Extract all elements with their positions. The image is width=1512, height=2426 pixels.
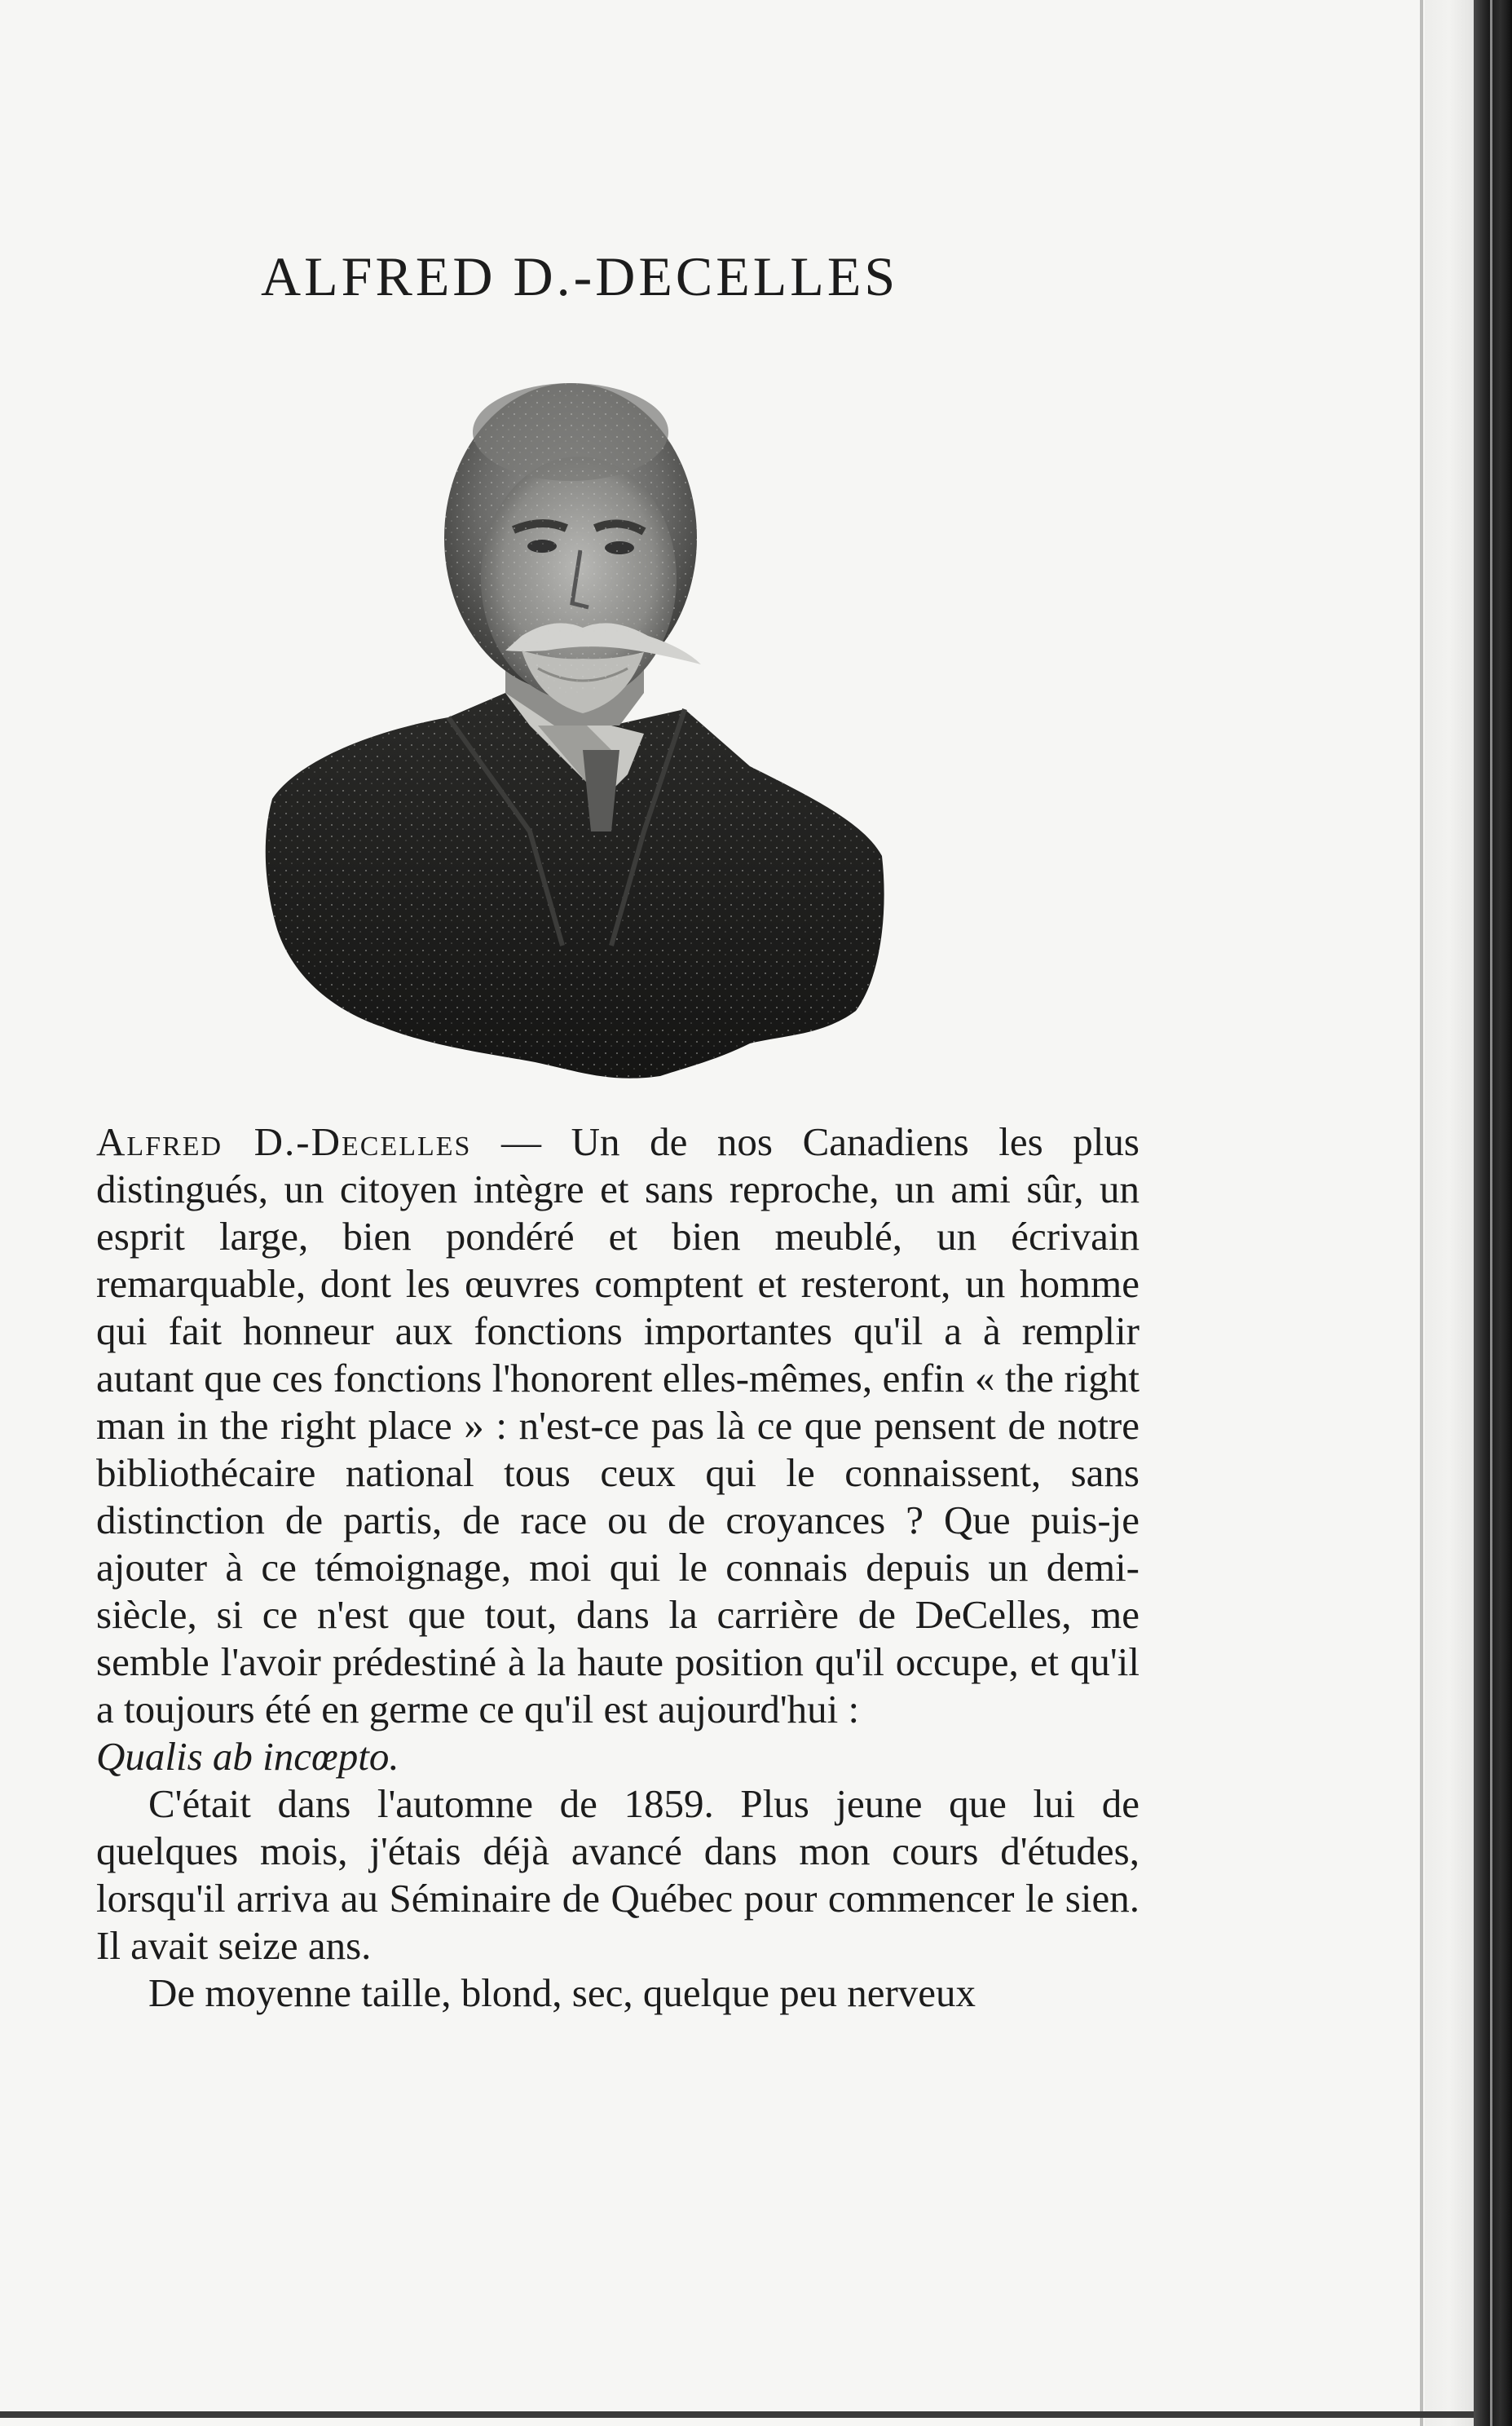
paragraph-2: C'était dans l'automne de 1859. Plus jeune que lui de quelques mois, j'étais déjà avancé dans mon cours d'études, lorsqu'il arriva au Séminaire de Québec pour commencer le sien. Il avait seize ans. — [96, 1781, 1140, 1968]
page-gutter-line — [1420, 0, 1423, 2426]
portrait-image — [261, 342, 962, 1092]
subject-name: Alfred D.-Decelles — [96, 1119, 472, 1164]
latin-motto: Qualis ab incœpto. — [96, 1734, 399, 1779]
binding-edge-highlight — [1490, 0, 1492, 2426]
biography-text — [96, 1118, 1140, 2017]
bottom-border — [0, 2411, 1474, 2418]
paragraph-3: De moyenne taille, blond, sec, quelque peu nerveux — [148, 1970, 976, 2015]
paragraph-1-body: — Un de nos Canadiens les plus distingués, un citoyen intègre et sans reproche, un ami sûr, un esprit large, bien pondéré et bien meublé, un écrivain remarquable, dont les œuvres comptent et resteront, un homme qui fait honneur aux fonctions importantes qu'il a à remplir autant que ces fonctions l'honorent elles-mêmes, enfin « the right man in the right place » : n'est-ce pas là ce que pensent de notre bibliothécaire national tous ceux qui le connaissent, sans distinction de partis, de race ou de croyances ? Que puis-je ajouter à ce témoignage, moi qui le connais depuis un demi-siècle, si ce n'est que tout, dans la carrière de DeCelles, me semble l'avoir prédestiné à la haute position qu'il occupe, et qu'il a toujours été en germe ce qu'il est aujourd'hui : — [96, 1119, 1140, 1731]
paragraph-1 — [96, 1118, 1140, 1780]
page-title: ALFRED D.-DECELLES — [261, 245, 899, 307]
binding-edge — [1474, 0, 1512, 2426]
page-edge — [1425, 0, 1474, 2426]
